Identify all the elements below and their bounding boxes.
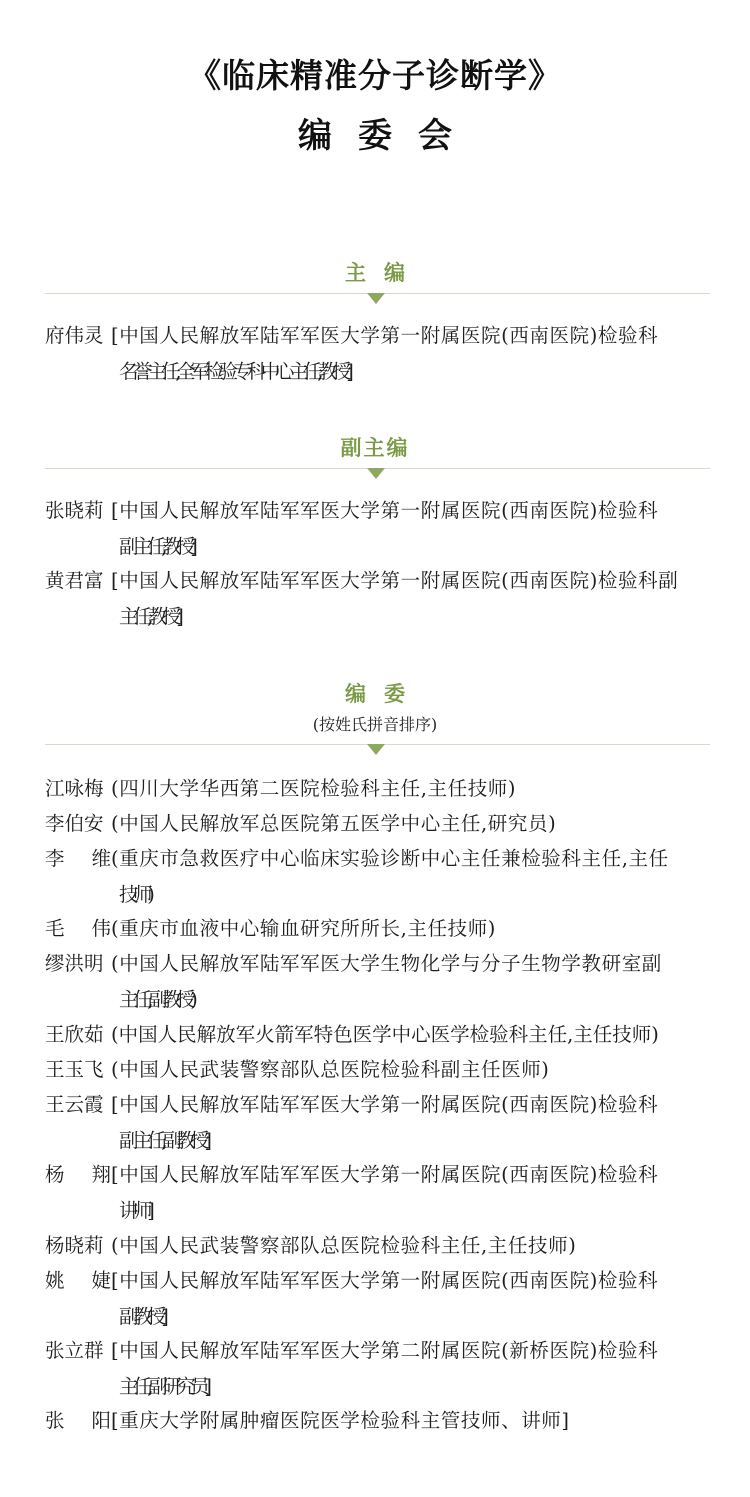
member-name: 江咏梅 [45, 777, 104, 800]
member-affiliation: (中国人民武装警察部队总医院检验科副主任医师) [111, 1058, 550, 1081]
member-affiliation: (中国人民解放军总医院第五医学中心主任,研究员) [111, 812, 557, 835]
section-marker-triangle-icon [367, 744, 385, 755]
member-name: 杨晓莉 [45, 1234, 104, 1257]
member-affiliation-continued: 副教授] [119, 1305, 164, 1328]
member-name: 府伟灵 [45, 324, 104, 347]
member-affiliation-continued: 主任,副教授) [119, 988, 193, 1011]
member-affiliation: [重庆大学附属肿瘤医院医学检验科主管技师、讲师] [111, 1409, 570, 1432]
member-affiliation: [中国人民解放军陆军军医大学第二附属医院(新桥医院)检验科 [111, 1339, 659, 1362]
member-name: 张立群 [45, 1339, 104, 1362]
member-affiliation: [中国人民解放军陆军军医大学第一附属医院(西南医院)检验科副 [111, 569, 679, 592]
member-affiliation: [中国人民解放军陆军军医大学第一附属医院(西南医院)检验科 [111, 1269, 659, 1292]
section-heading-chief-editor: 主编 [345, 261, 423, 285]
member-affiliation-continued: 副主任,副教授] [119, 1129, 207, 1152]
member-affiliation: [中国人民解放军陆军军医大学第一附属医院(西南医院)检验科 [111, 324, 659, 347]
member-affiliation: (中国人民解放军陆军军医大学生物化学与分子生物学教研室副 [111, 952, 662, 975]
section-marker-triangle-icon [367, 293, 385, 304]
member-name: 毛 伟 [45, 917, 111, 940]
member-affiliation: [中国人民解放军陆军军医大学第一附属医院(西南医院)检验科 [111, 499, 659, 522]
member-name: 李伯安 [45, 812, 104, 835]
member-name: 王欣茹 [45, 1023, 104, 1046]
book-title: 《临床精准分子诊断学》 [188, 56, 562, 95]
member-name: 张晓莉 [45, 499, 104, 522]
member-affiliation-continued: 副主任,教授] [119, 535, 193, 558]
member-name: 王玉飞 [45, 1058, 104, 1081]
member-affiliation: (四川大学华西第二医院检验科主任,主任技师) [111, 777, 517, 800]
member-name: 姚 婕 [45, 1269, 111, 1292]
section-marker-triangle-icon [367, 468, 385, 479]
member-name: 缪洪明 [45, 952, 104, 975]
member-affiliation: (重庆市急救医疗中心临床实验诊断中心主任兼检验科主任,主任 [111, 847, 669, 870]
member-affiliation: [中国人民解放军陆军军医大学第一附属医院(西南医院)检验科 [111, 1163, 659, 1186]
member-affiliation: [中国人民解放军陆军军医大学第一附属医院(西南医院)检验科 [111, 1093, 659, 1116]
member-name: 王云霞 [45, 1093, 104, 1116]
sort-order-note: (按姓氏拼音排序) [312, 715, 438, 734]
member-name: 黄君富 [45, 569, 104, 592]
member-affiliation-continued: 讲师] [119, 1199, 150, 1222]
member-name: 李 维 [45, 847, 111, 870]
committee-heading: 编委会 [298, 116, 478, 156]
member-affiliation-continued: 主任,副研究员] [119, 1375, 207, 1398]
member-affiliation: (中国人民解放军火箭军特色医学中心医学检验科主任,主任技师) [111, 1023, 659, 1046]
member-affiliation-continued: 名誉主任,全军检验专科中心主任,教授] [119, 360, 349, 383]
section-heading-editorial-board: 编委 [345, 682, 423, 706]
member-name: 张 阳 [45, 1409, 111, 1432]
member-affiliation: (重庆市血液中心输血研究所所长,主任技师) [111, 917, 497, 940]
member-affiliation-continued: 主任,教授] [119, 605, 179, 628]
member-affiliation-continued: 技师) [119, 883, 150, 906]
member-name: 杨 翔 [45, 1163, 111, 1186]
member-affiliation: (中国人民武装警察部队总医院检验科主任,主任技师) [111, 1234, 577, 1257]
section-heading-deputy-editor: 副主编 [340, 436, 410, 460]
